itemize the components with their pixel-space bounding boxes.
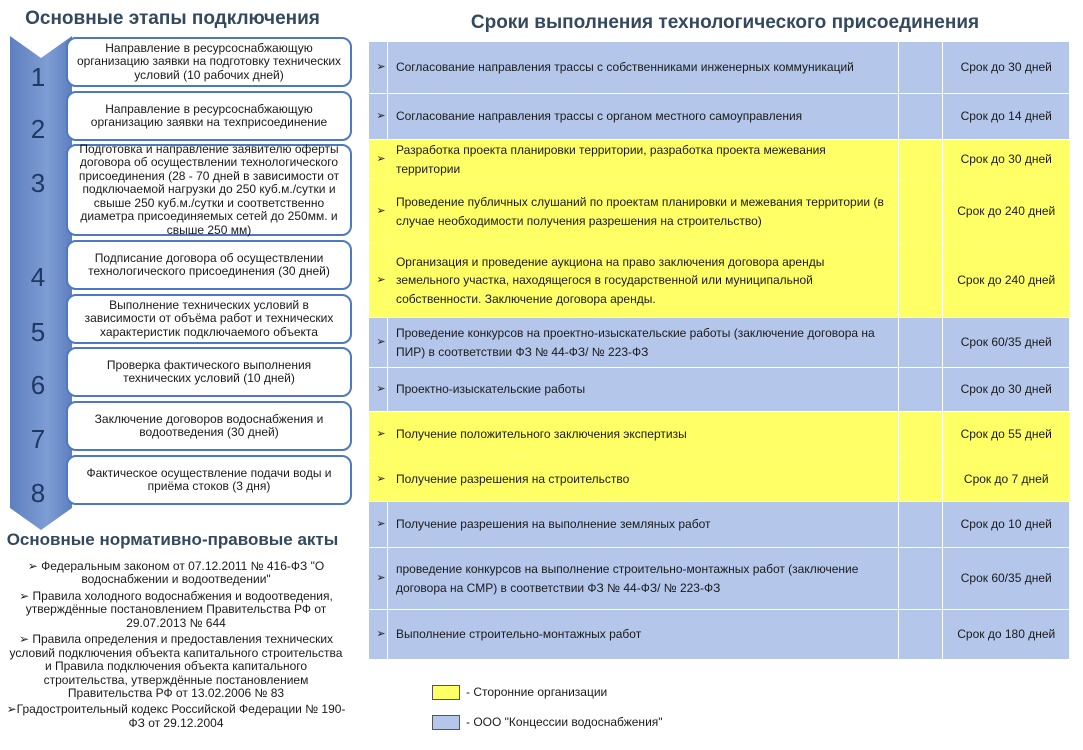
deadline: Срок до 30 дней (943, 140, 1070, 180)
table-row (369, 458, 1070, 502)
bullet-icon: ➢ (369, 502, 388, 548)
act-item: ➢ Федеральным законом от 07.12.2011 № 416-ФЗ "О водоснабжении и водоотведении" (27, 559, 325, 587)
stage-2-number: 2 (30, 114, 46, 144)
stage-name: Согласование направления трассы с органом местного самоуправления (387, 94, 898, 140)
legend-swatch-blue (432, 715, 460, 730)
empty-cell (898, 94, 943, 140)
table-row (369, 412, 1070, 458)
bullet-icon: ➢ (369, 458, 388, 502)
table-row (369, 244, 1070, 318)
stage-name: Разработка проекта планировки территории, разработка проекта межевания территории (387, 140, 898, 180)
stages-title: Основные этапы подключения (25, 8, 320, 29)
legend-label: - ООО "Концессии водоснабжения" (466, 715, 663, 729)
stage-name: Получение разрешения на строительство (387, 458, 898, 502)
stage-name: Получение положительного заключения экспертизы (387, 412, 898, 458)
stage-8-box: Фактическое осуществление подачи воды и приёма стоков (3 дня) (66, 455, 352, 505)
empty-cell (898, 42, 943, 94)
bullet-icon: ➢ (369, 318, 388, 368)
empty-cell (898, 458, 943, 502)
legend-swatch-yellow (432, 685, 460, 700)
bullet-icon: ➢ (369, 42, 388, 94)
deadline: Срок до 240 дней (943, 244, 1070, 318)
bullet-icon: ➢ (369, 244, 388, 318)
empty-cell (898, 412, 943, 458)
deadline: Срок 60/35 дней (943, 318, 1070, 368)
stage-4-number: 4 (30, 262, 46, 292)
bullet-icon: ➢ (369, 368, 388, 412)
table-row (369, 180, 1070, 244)
stage-name: Согласование направления трассы с собственниками инженерных коммуникаций (387, 42, 898, 94)
act-item: ➢ Правила холодного водоснабжения и водоотведения, утверждённые постановлением Правительства РФ от 29.07.2013 № 644 (19, 588, 333, 630)
bullet-icon: ➢ (369, 412, 388, 458)
stage-name: Проведение конкурсов на проектно-изыскательские работы (заключение договора на ПИР) в соответствии ФЗ № 44-ФЗ/ № 223-ФЗ (387, 318, 898, 368)
stage-name: Проектно-изыскательские работы (387, 368, 898, 412)
acts-title: Основные нормативно-правовые акты (6, 530, 339, 549)
empty-cell (898, 180, 943, 244)
empty-cell (898, 610, 943, 660)
table-row (369, 610, 1070, 660)
deadline: Срок до 30 дней (943, 368, 1070, 412)
stage-7-number: 7 (30, 424, 46, 454)
empty-cell (898, 244, 943, 318)
deadlines-title: Сроки выполнения технологического присоединения (470, 12, 980, 33)
table-row (369, 548, 1070, 610)
bullet-icon: ➢ (369, 548, 388, 610)
deadline: Срок до 7 дней (943, 458, 1070, 502)
bullet-icon: ➢ (369, 140, 388, 180)
stage-5-number: 5 (30, 317, 46, 347)
stage-5-box: Выполнение технических условий в зависимости от объёма работ и технических характеристик подключаемого объекта (66, 294, 352, 344)
stage-name: проведение конкурсов на выполнение строительно-монтажных работ (заключение договора на СМР) в соответствии ФЗ № 44-ФЗ/ № 223-ФЗ (387, 548, 898, 610)
legend-label: - Сторонние организации (466, 685, 608, 699)
stage-name: Получение разрешения на выполнение земляных работ (387, 502, 898, 548)
empty-cell (898, 502, 943, 548)
table-row (369, 318, 1070, 368)
stage-1-box: Направление в ресурсоснабжающую организацию заявки на подготовку технических условий (10 рабочих дней) (66, 37, 352, 87)
deadline: Срок 60/35 дней (943, 548, 1070, 610)
table-row (369, 140, 1070, 180)
bullet-icon: ➢ (369, 94, 388, 140)
stage-6-number: 6 (30, 370, 46, 400)
stage-3-box: Подготовка и направление заявителю оферты договора об осуществлении технологического присоединения (28 - 70 дней в зависимости от подключаемой нагрузки до 250 куб.м./сутки и свыше 250 куб.м./сутки и соответственно диаметра присоединяемых сетей до 250мм. и свыше 250 мм) (66, 144, 352, 236)
empty-cell (898, 548, 943, 610)
stage-name: Организация и проведение аукциона на право заключения договора аренды земельного участка, находящегося в государственной или муниципальной собственности. Заключение договора аренды. (387, 244, 898, 318)
deadlines-table (368, 41, 1070, 660)
table-row (369, 368, 1070, 412)
stage-name: Проведение публичных слушаний по проектам планировки и межевания территории (в случае необходимости получения разрешения на строительство) (387, 180, 898, 244)
table-row (369, 42, 1070, 94)
acts-list (6, 560, 346, 733)
legend-item-company (432, 714, 832, 730)
legend-item-third-party (432, 684, 832, 700)
bullet-icon: ➢ (369, 610, 388, 660)
deadline: Срок до 240 дней (943, 180, 1070, 244)
deadline: Срок до 10 дней (943, 502, 1070, 548)
deadline: Срок до 14 дней (943, 94, 1070, 140)
table-row (369, 94, 1070, 140)
stage-name: Выполнение строительно-монтажных работ (387, 610, 898, 660)
stage-4-box: Подписание договора об осуществлении технологического присоединения (30 дней) (66, 240, 352, 290)
deadline: Срок до 180 дней (943, 610, 1070, 660)
act-item: ➢Градостроительный кодекс Российской Федерации № 190-ФЗ от 29.12.2004 (6, 702, 346, 730)
stage-6-box: Проверка фактического выполнения технических условий (10 дней) (66, 347, 352, 397)
stage-1-number: 1 (30, 62, 46, 92)
empty-cell (898, 368, 943, 412)
empty-cell (898, 318, 943, 368)
bullet-icon: ➢ (369, 180, 388, 244)
empty-cell (898, 140, 943, 180)
stage-7-box: Заключение договоров водоснабжения и водоотведения (30 дней) (66, 401, 352, 451)
stage-8-number: 8 (30, 478, 46, 508)
deadline: Срок до 55 дней (943, 412, 1070, 458)
stage-3-number: 3 (30, 168, 46, 198)
act-item: ➢ Правила определения и предоставления технических условий подключения объекта капитального строительства и Правила подключения объекта капитального строительства, утверждённые постановлением Правительства РФ от 13.02.2006 № 83 (9, 632, 343, 700)
table-row (369, 502, 1070, 548)
deadline: Срок до 30 дней (943, 42, 1070, 94)
stage-2-box: Направление в ресурсоснабжающую организацию заявки на техприсоединение (66, 91, 352, 141)
